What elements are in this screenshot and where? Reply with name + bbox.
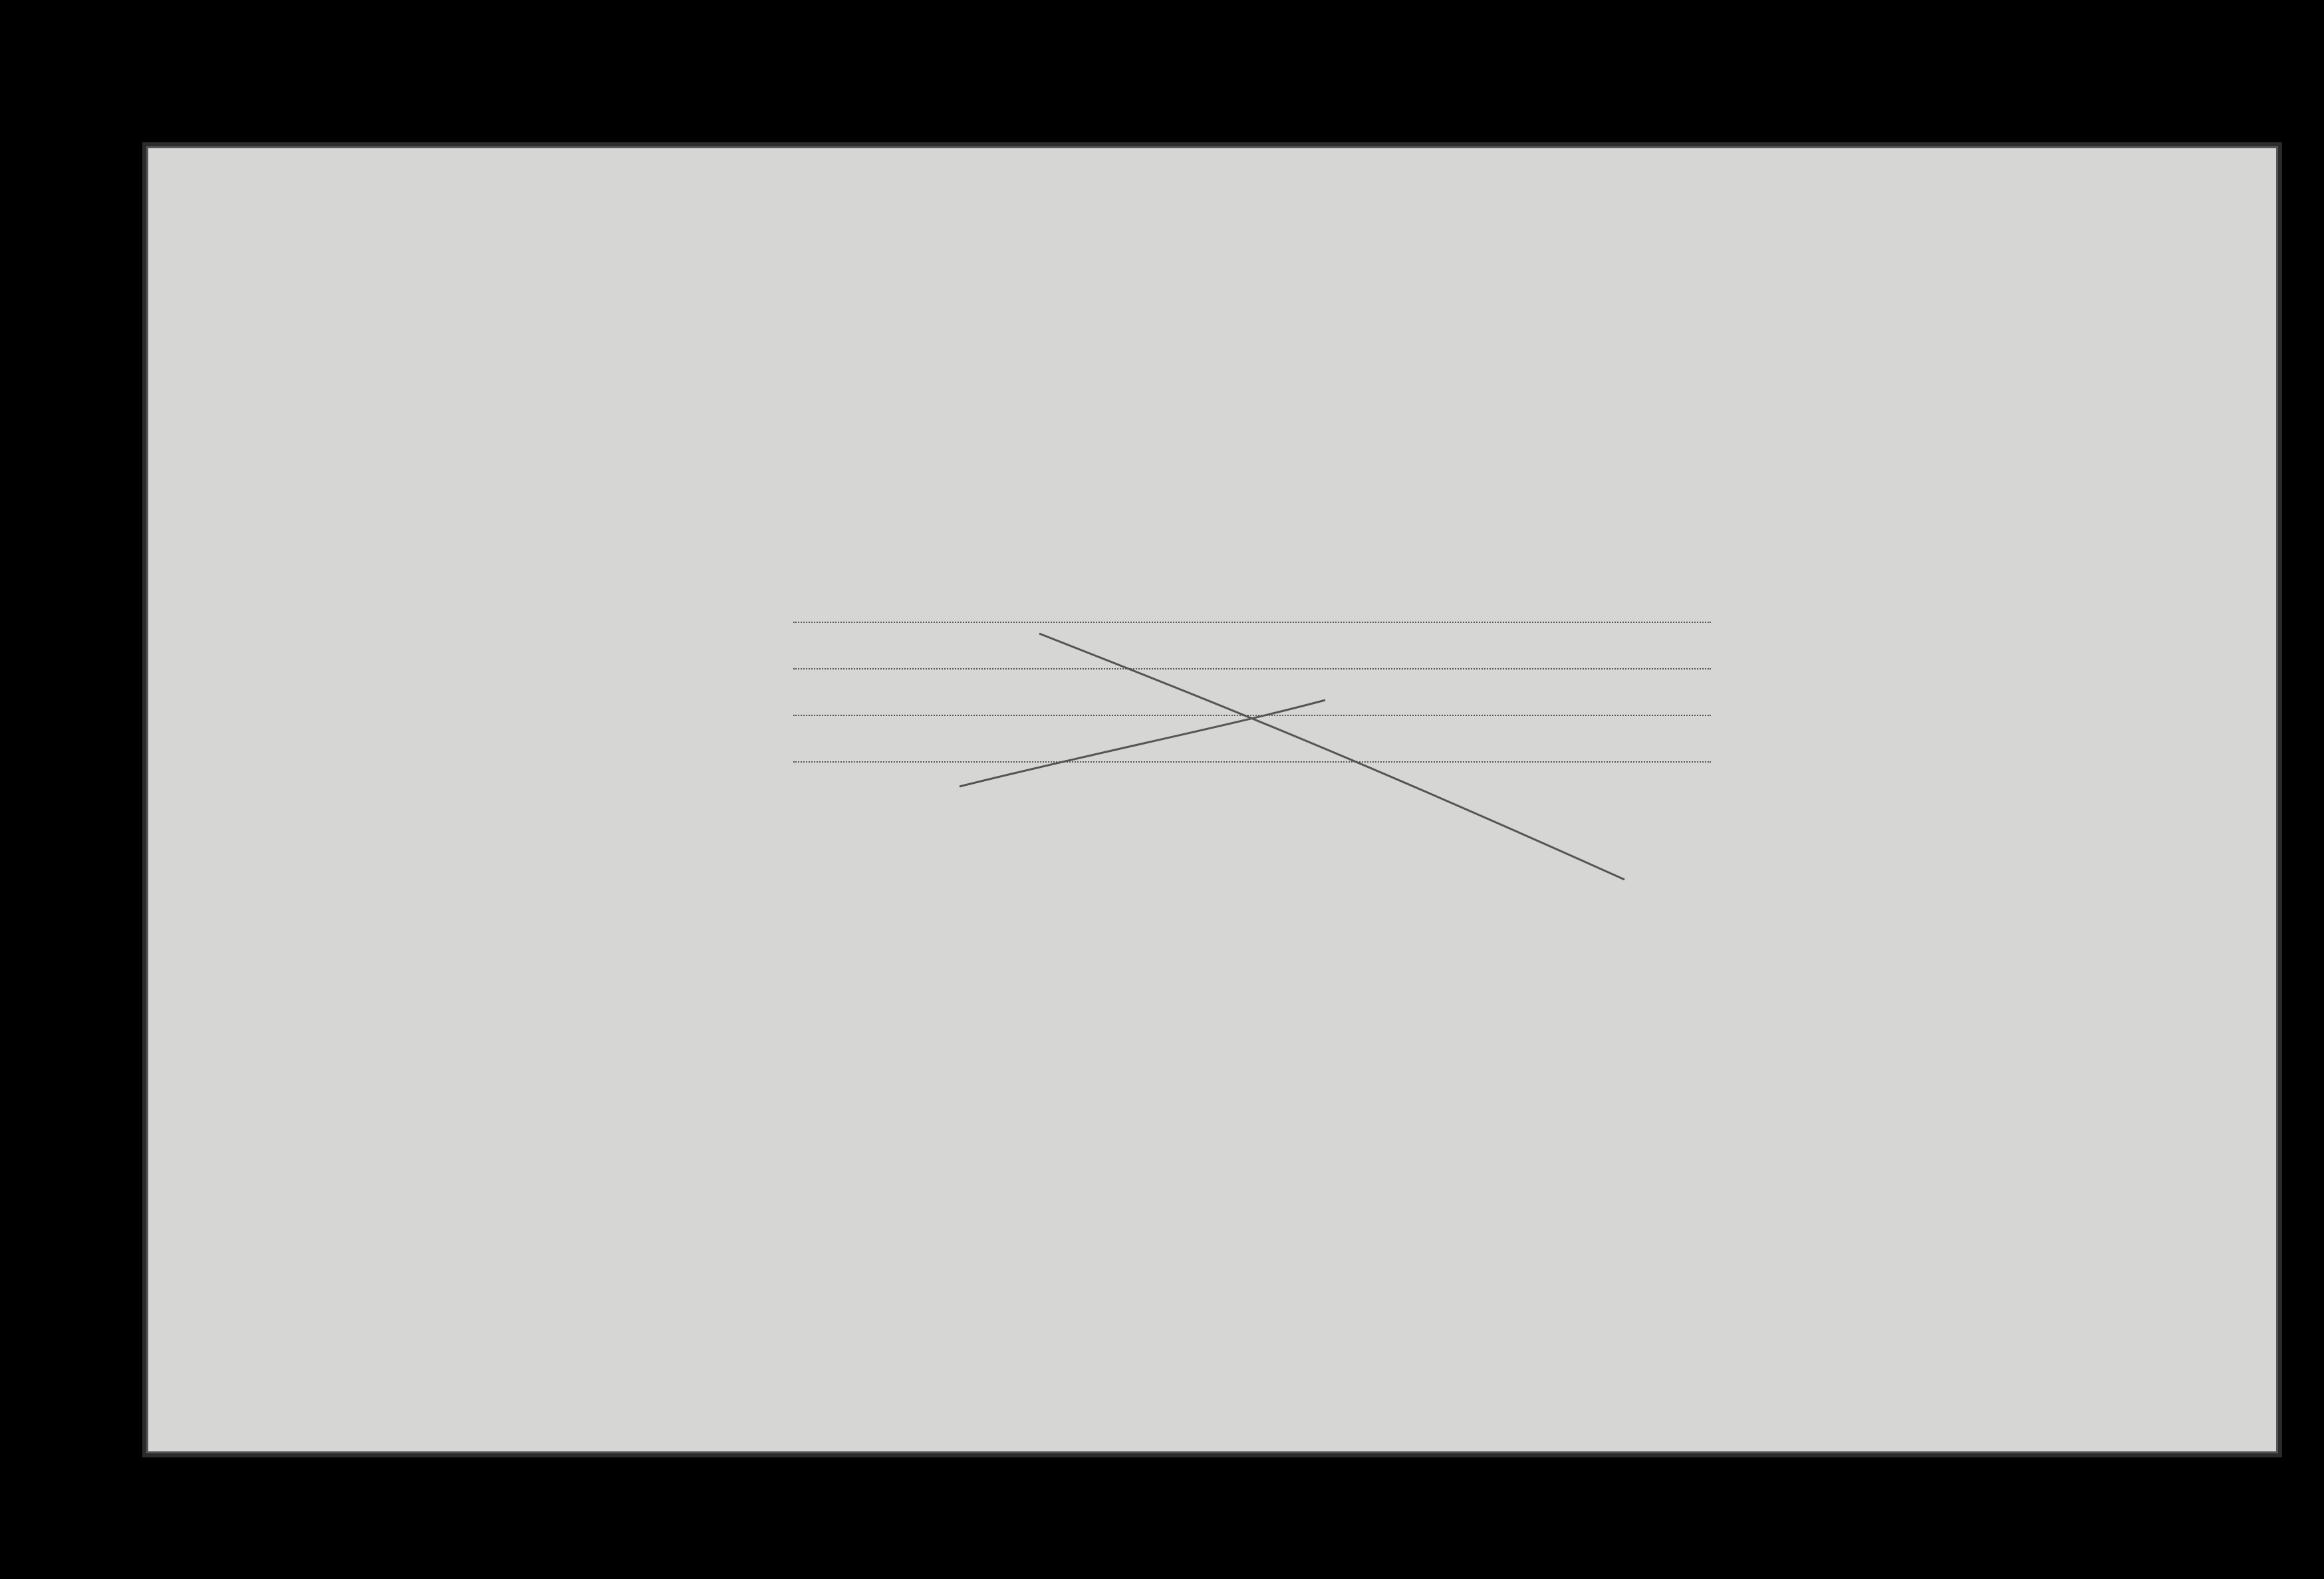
band-title-text [428, 447, 2150, 471]
census-card-sheet [146, 146, 2278, 1453]
private-farm-box [760, 507, 1791, 959]
cross-out-stroke [760, 507, 1791, 959]
top-band-title [428, 447, 2150, 471]
lease-table [175, 959, 2263, 1418]
